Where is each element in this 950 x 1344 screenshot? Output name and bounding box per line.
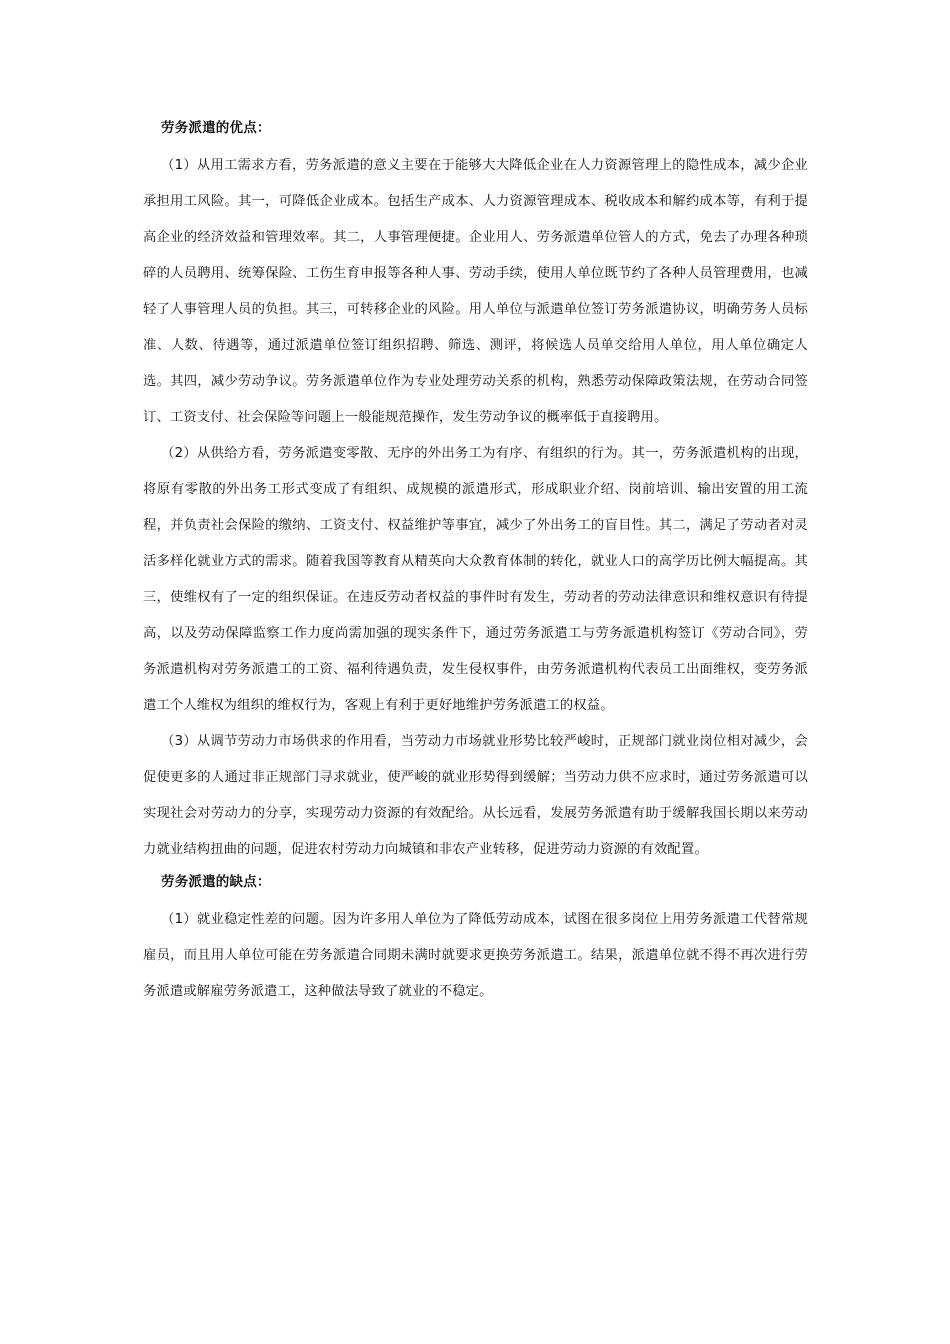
advantage-paragraph-3: （3）从调节劳动力市场供求的作用看，当劳动力市场就业形势比较严峻时，正规部门就业岗位相对减少，会促使更多的人通过非正规部门寻求就业，使严峻的就业形势得到缓解；当劳动力供不应求时，通过劳务派遣可以实现社会对劳动力的分享，实现劳动力资源的有效配给。从长远看，发展劳务派遣有助于缓解我国长期以来劳动力就业结构扭曲的问题，促进农村劳动力向城镇和非农产业转移，促进劳动力资源的有效配置。 (143, 734, 808, 857)
disadvantages-heading: 劳务派遣的缺点： (161, 874, 271, 890)
advantage-paragraph-2: （2）从供给方看，劳务派遣变零散、无序的外出务工为有序、有组织的行为。其一，劳务派遣机构的出现，将原有零散的外出务工形式变成了有组织、成规模的派遣形式，形成职业介绍、岗前培训、输出安置的用工流程，并负责社会保险的缴纳、工资支付、权益维护等事宜，减少了外出务工的盲目性。其二，满足了劳动者对灵活多样化就业方式的需求。随着我国等教育从精英向大众教育体制的转化，就业人口的高学历比例大幅提高。其三，使维权有了一定的组织保证。在违反劳动者权益的事件时有发生，劳动者的劳动法律意识和维权意识有待提高，以及劳动保障监察工作力度尚需加强的现实条件下，通过劳务派遣工与劳务派遣机构签订《劳动合同》，劳务派遣机构对劳务派遣工的工资、福利待遇负责，发生侵权事件，由劳务派遣机构代表员工出面维权，变劳务派遣工个人维权为组织的维权行为，客观上有利于更好地维护劳务派遣工的权益。 (143, 446, 808, 713)
disadvantage-paragraph-1: （1）就业稳定性差的问题。因为许多用人单位为了降低劳动成本，试图在很多岗位上用劳务派遣工代替常规雇员，而且用人单位可能在劳务派遣合同期未满时就要求更换劳务派遣工。结果，派遣单位就不得不再次进行劳务派遣或解雇劳务派遣工，这种做法导致了就业的不稳定。 (143, 912, 808, 999)
advantage-paragraph-1: （1）从用工需求方看，劳务派遣的意义主要在于能够大大降低企业在人力资源管理上的隐性成本，减少企业承担用工风险。其一，可降低企业成本。包括生产成本、人力资源管理成本、税收成本和解约成本等，有利于提高企业的经济效益和管理效率。其二，人事管理便捷。企业用人、劳务派遣单位管人的方式，免去了办理各种琐碎的人员聘用、统筹保险、工伤生育申报等各种人事、劳动手续，使用人单位既节约了各种人员管理费用，也减轻了人事管理人员的负担。其三，可转移企业的风险。用人单位与派遣单位签订劳务派遣协议，明确劳务人员标准、人数、待遇等，通过派遣单位签订组织招聘、筛选、测评，将候选人员单交给用人单位，用人单位确定人选。其四，减少劳动争议。劳务派遣单位作为专业处理劳动关系的机构，熟悉劳动保障政策法规，在劳动合同签订、工资支付、社会保险等问题上一般能规范操作，发生劳动争议的概率低于直接聘用。 (143, 158, 808, 425)
advantages-heading: 劳务派遣的优点： (161, 120, 271, 136)
document-page (143, 118, 808, 1010)
